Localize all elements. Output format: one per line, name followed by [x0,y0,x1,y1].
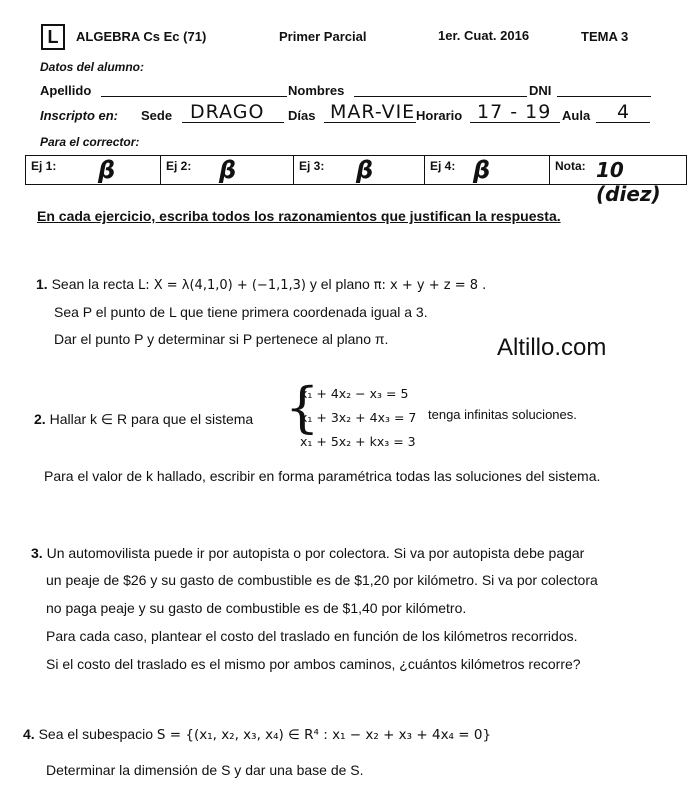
exercise-3-line-2: un peaje de $26 y su gasto de combustible es de $1,20 por kilómetro. Si va por colectora [46,572,598,588]
grade-cell-mark: β [473,156,491,184]
exercise-4-line-1 [23,726,491,743]
grade-cell-mark: β [219,156,237,184]
grade-cell-ej4 [425,156,550,184]
exercise-text: y el plano [309,276,370,292]
exercise-number: 4. [23,726,35,742]
horario-label: Horario [416,108,463,123]
exercise-number: 2. [34,411,46,427]
grade-cell-ej3 [294,156,425,184]
subspace-definition: S = {(x₁, x₂, x₃, x₄) ∈ R⁴ : x₁ − x₂ + x₃ + 4x₄ = 0} [156,727,492,743]
exercise-1-line-3: Dar el punto P y determinar si P pertenece al plano π. [54,331,389,347]
grade-cell-label: Ej 3: [299,159,325,173]
exam-tema: TEMA 3 [581,29,629,44]
exercise-3-line-4: Para cada caso, plantear el costo del traslado en función de los kilómetros recorridos. [46,628,578,644]
grade-cell-mark: β [356,156,374,184]
exercise-1-line-2: Sea P el punto de L que tiene primera coordenada igual a 3. [54,304,428,320]
exercise-4-line-2: Determinar la dimensión de S y dar una base de S. [46,762,364,778]
exercise-text: Un automovilista puede ir por autopista o por colectora. Si va por autopista debe pagar [46,545,585,561]
plane-equation: π: x + y + z = 8 . [373,278,487,293]
sede-value[interactable]: DRAGO [190,101,265,123]
apellido-field[interactable] [101,96,287,97]
nombres-label: Nombres [288,83,345,98]
exercise-number: 3. [31,545,43,561]
grade-cell-label: Ej 1: [31,159,57,173]
grade-cell-ej2 [161,156,294,184]
system-equation-3: x₁ + 5x₂ + kx₃ = 3 [300,434,416,449]
grade-cell-nota [550,156,686,206]
grade-cell-label: Nota: [555,159,586,173]
grade-cell-ej1 [26,156,161,184]
horario-underline [470,122,560,123]
inscripto-label: Inscripto en: [40,108,119,123]
dias-underline [324,122,416,123]
dni-field[interactable] [557,96,651,97]
aula-label: Aula [562,108,591,123]
system-equation-1: x₁ + 4x₂ − x₃ = 5 [300,386,409,401]
exercise-1-line-1 [36,276,486,293]
exercise-3-line-1 [31,545,584,561]
course-title: ALGEBRA Cs Ec (71) [76,29,207,44]
student-section-label: Datos del alumno: [40,60,145,74]
exercise-2-line-1 [34,411,253,428]
nombres-field[interactable] [354,96,527,97]
aula-underline [596,122,650,123]
system-brace: { [285,376,320,439]
exam-term: 1er. Cuat. 2016 [438,28,530,43]
sede-label: Sede [141,108,173,123]
sede-underline [182,122,284,123]
grade-cell-label: Ej 2: [166,159,192,173]
corrector-label: Para el corrector: [40,135,140,149]
apellido-label: Apellido [40,83,92,98]
system-equation-2: x₁ + 3x₂ + 4x₃ = 7 [300,410,417,425]
watermark: Altillo.com [497,334,607,361]
dias-value[interactable]: MAR-VIE [330,101,416,123]
grade-cell-mark: 10 (diez) [596,158,661,206]
version-letter-box: L [41,24,65,50]
dias-label: Días [288,108,316,123]
exercise-2-line-2: Para el valor de k hallado, escribir en forma paramétrica todas las soluciones del sistema. [44,468,601,484]
instruction-text: En cada ejercicio, escriba todos los razonamientos que justifican la respuesta. [37,208,561,224]
grade-cell-label: Ej 4: [430,159,456,173]
exercise-3-line-3: no paga peaje y su gasto de combustible es de $1,40 por kilómetro. [46,600,467,616]
exercise-number: 1. [36,276,48,292]
exercise-2-post: tenga infinitas soluciones. [428,407,577,422]
exercise-text: Sean la recta [51,276,135,292]
grade-table [25,155,687,206]
horario-value[interactable]: 17 - 19 [477,101,552,123]
line-equation: L: X = λ(4,1,0) + (−1,1,3) [137,278,306,293]
exercise-3-line-5: Si el costo del traslado es el mismo por ambos caminos, ¿cuántos kilómetros recorre? [46,656,581,672]
aula-value[interactable]: 4 [617,101,631,123]
grade-cell-mark: β [98,156,116,184]
exercise-text: Hallar k ∈ R para que el sistema [49,411,254,427]
exercise-text: Sea el subespacio [38,726,153,742]
dni-label: DNI [529,83,552,98]
exam-title: Primer Parcial [279,29,367,44]
